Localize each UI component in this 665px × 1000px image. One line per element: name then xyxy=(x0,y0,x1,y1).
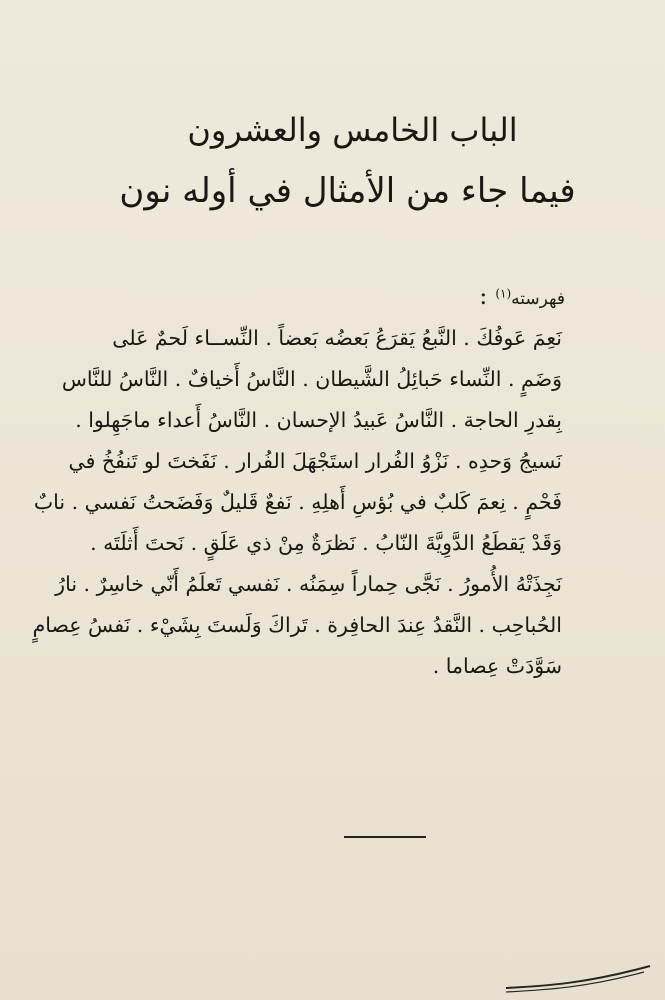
chapter-title-line-1: الباب الخامس والعشرون xyxy=(187,111,518,149)
footnote-reference: (١) xyxy=(495,286,512,301)
text-line: وَقَدْ يَقطَعُ الدَّوِيَّةَ النّابُ . نَظرَةٌ مِنْ ذي عَلَقٍ . نَحتَ أَثلَتَه . xyxy=(90,531,562,555)
section-divider xyxy=(344,836,426,838)
text-line: نَعِمَ عَوفُكَ . النَّبعُ يَقرَعُ بَعضُه بَعضاً . النِّســاء لَحمٌ عَلى xyxy=(112,326,562,350)
text-line: فَحْمٍ . نِعمَ كَلبٌ في بُؤسِ أَهلِهِ . نَفعٌ قَليلٌ وَفَضَحتُ نَفسي . نابٌ xyxy=(33,490,562,514)
text-line: نَجِذَتْهُ الأُمورُ . نَجَّى حِماراً سِمَنُه . نَفسي تَعلَمُ أَنّي خاسِرٌ . نارُ xyxy=(55,572,562,596)
proverbs-text xyxy=(32,318,562,687)
text-line: سَوَّدَتْ عِصاما . xyxy=(432,654,562,678)
text-line: بِقدرِ الحاجة . النَّاسُ عَبيدُ الإحسان . النَّاسُ أَعداء ماجَهِلوا . xyxy=(75,408,562,432)
chapter-title-line-2: فيما جاء من الأمثال في أوله نون xyxy=(119,171,576,211)
ink-stroke-mark xyxy=(504,960,654,1000)
text-line: نَسيجُ وَحدِه . نَزْوُ الفُرار استَجْهَلَ الفُرار . نَفَختَ لو تَنفُخُ في xyxy=(68,449,562,473)
text-line: الحُباحِب . النَّقدُ عِندَ الحافِرة . تَراكَ وَلَستَ بِشَيْء . نَفسُ عِصامٍ xyxy=(32,613,562,637)
text-line: وَضَمٍ . النِّساء حَبائِلُ الشَّيطان . النَّاسُ أَخيافٌ . النَّاسُ للنَّاس xyxy=(61,367,562,391)
index-heading xyxy=(365,282,565,310)
index-colon: : xyxy=(479,282,488,310)
index-label: فهرسته xyxy=(511,289,565,309)
chapter-title xyxy=(0,100,665,222)
